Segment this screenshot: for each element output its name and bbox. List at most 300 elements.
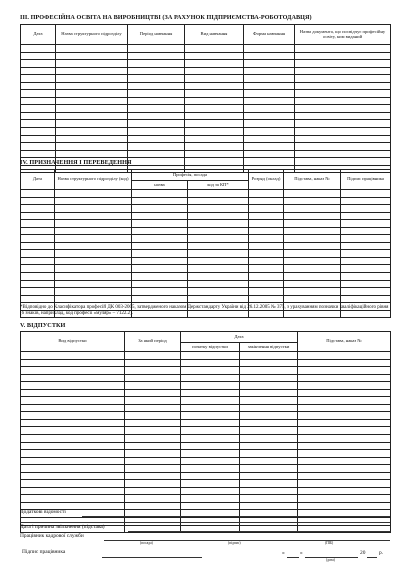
table-cell: [249, 190, 284, 198]
table-cell: [21, 128, 56, 136]
table-cell: [295, 158, 391, 166]
table-cell: [181, 427, 240, 435]
table-row: [21, 135, 391, 143]
table-cell: [181, 495, 240, 503]
table-cell: [185, 97, 244, 105]
header-date: Дата: [21, 25, 56, 45]
table-row: [21, 442, 391, 450]
table-cell: [244, 52, 295, 60]
table-row: [21, 52, 391, 60]
table-cell: [181, 442, 240, 450]
table-cell: [244, 158, 295, 166]
table-cell: [21, 265, 55, 273]
pib-caption: (ПІБ): [325, 541, 334, 545]
table-cell: [185, 150, 244, 158]
table-cell: [21, 404, 125, 412]
table-cell: [125, 465, 181, 473]
table-cell: [128, 90, 185, 98]
table-cell: [284, 212, 341, 220]
date-day-line: [287, 557, 299, 558]
table-cell: [341, 242, 391, 250]
table-cell: [181, 480, 240, 488]
table-cell: [341, 280, 391, 288]
table-cell: [185, 90, 244, 98]
table-cell: [188, 197, 249, 205]
table-cell: [188, 257, 249, 265]
table-cell: [188, 227, 249, 235]
position-caption: (посада): [140, 541, 153, 545]
table-cell: [298, 442, 391, 450]
table-row: [21, 105, 391, 113]
table-cell: [55, 190, 132, 198]
table-cell: [240, 397, 298, 405]
table-cell: [56, 90, 128, 98]
table-cell: [21, 450, 125, 458]
table-cell: [240, 487, 298, 495]
table-cell: [55, 220, 132, 228]
table-cell: [21, 480, 125, 488]
table-cell: [55, 227, 132, 235]
table-cell: [249, 295, 284, 303]
table-cell: [21, 67, 56, 75]
table-cell: [56, 120, 128, 128]
table-cell: [125, 359, 181, 367]
table-cell: [295, 52, 391, 60]
table-cell: [181, 435, 240, 443]
table-cell: [125, 382, 181, 390]
table-cell: [185, 158, 244, 166]
table-cell: [240, 472, 298, 480]
table-cell: [298, 450, 391, 458]
table-cell: [240, 412, 298, 420]
table-cell: [55, 273, 132, 281]
table-cell: [21, 465, 125, 473]
section-5-title: V. ВІДПУСТКИ: [20, 322, 66, 329]
table-cell: [181, 465, 240, 473]
table-cell: [284, 250, 341, 258]
table-cell: [125, 389, 181, 397]
table-cell: [240, 435, 298, 443]
table-cell: [244, 150, 295, 158]
table-cell: [128, 112, 185, 120]
table-cell: [284, 197, 341, 205]
table-cell: [284, 205, 341, 213]
table-cell: [240, 480, 298, 488]
table-cell: [341, 265, 391, 273]
table-cell: [128, 128, 185, 136]
table-cell: [240, 457, 298, 465]
table-cell: [295, 105, 391, 113]
table-cell: [55, 280, 132, 288]
table-cell: [21, 419, 125, 427]
table-cell: [128, 52, 185, 60]
table-cell: [125, 367, 181, 375]
dismissal-label: Дата і причина звільнення (підстава): [20, 524, 105, 530]
table-cell: [185, 45, 244, 53]
table-cell: [125, 472, 181, 480]
hr-worker-label: Працівник кадрової служби: [20, 533, 84, 539]
table-cell: [132, 295, 188, 303]
table-cell: [295, 120, 391, 128]
table-cell: [341, 235, 391, 243]
table-cell: [240, 367, 298, 375]
table-cell: [295, 75, 391, 83]
table-cell: [240, 465, 298, 473]
table-row: [21, 97, 391, 105]
table-cell: [240, 359, 298, 367]
table-cell: [125, 404, 181, 412]
date-year-line: [367, 557, 377, 558]
table-row: [21, 190, 391, 198]
table-cell: [295, 150, 391, 158]
header-training-form: Форма навчання: [244, 25, 295, 45]
table-cell: [284, 273, 341, 281]
table-cell: [341, 205, 391, 213]
table-cell: [188, 280, 249, 288]
header-vacation-type: Вид відпустки: [21, 332, 125, 352]
table-cell: [298, 359, 391, 367]
dismissal-line: [128, 531, 390, 532]
table-cell: [341, 288, 391, 296]
table-cell: [55, 257, 132, 265]
table-cell: [188, 242, 249, 250]
table-cell: [284, 257, 341, 265]
table-row: [21, 480, 391, 488]
table-cell: [284, 190, 341, 198]
table-cell: [295, 90, 391, 98]
table-cell: [181, 457, 240, 465]
table-row: [21, 75, 391, 83]
header-profession: Професія, посада: [132, 170, 249, 181]
table-cell: [56, 45, 128, 53]
table-cell: [128, 150, 185, 158]
table-cell: [21, 250, 55, 258]
table-cell: [128, 158, 185, 166]
table-cell: [284, 288, 341, 296]
table-cell: [185, 60, 244, 68]
table-cell: [56, 67, 128, 75]
table-cell: [284, 227, 341, 235]
table-cell: [125, 442, 181, 450]
table-cell: [298, 480, 391, 488]
table-cell: [56, 52, 128, 60]
table-cell: [55, 265, 132, 273]
table-cell: [21, 97, 56, 105]
appointments-table: [20, 169, 391, 318]
table-row: [21, 288, 391, 296]
table-cell: [284, 295, 341, 303]
table-cell: [56, 82, 128, 90]
table-cell: [249, 227, 284, 235]
table-row: [21, 495, 391, 503]
table-cell: [249, 273, 284, 281]
table-row: [21, 90, 391, 98]
table-row: [21, 143, 391, 151]
table-cell: [128, 82, 185, 90]
table-cell: [244, 90, 295, 98]
table-cell: [341, 197, 391, 205]
table-cell: [55, 250, 132, 258]
table-cell: [298, 457, 391, 465]
table-row: [21, 412, 391, 420]
table-row: [21, 367, 391, 375]
table-cell: [298, 427, 391, 435]
table-cell: [125, 502, 181, 510]
table-cell: [125, 397, 181, 405]
table-cell: [128, 75, 185, 83]
table-cell: [181, 472, 240, 480]
table-cell: [341, 212, 391, 220]
extra-info-line-2: [20, 522, 390, 523]
table-row: [21, 45, 391, 53]
table-cell: [244, 60, 295, 68]
table-cell: [125, 457, 181, 465]
table-cell: [55, 197, 132, 205]
header-rank: Розряд (оклад): [249, 170, 284, 190]
table-cell: [240, 404, 298, 412]
table-cell: [185, 67, 244, 75]
table-cell: [188, 212, 249, 220]
table-cell: [21, 205, 55, 213]
table-cell: [295, 112, 391, 120]
date-caption: (дата): [326, 558, 335, 562]
table-cell: [21, 212, 55, 220]
footnote: *Відповідно до Класифікатора професій ДК 003-2005, затвердженого наказом Держстандарту України від 26.12.2005 № 375, з урахуванням позначки кваліфікаційного рівня (6 знаків, наприклад, код професії «муляр» – 7122.2).: [20, 305, 389, 317]
table-cell: [21, 273, 55, 281]
table-cell: [240, 419, 298, 427]
table-cell: [244, 143, 295, 151]
extra-info-line: [82, 516, 390, 517]
table-cell: [341, 190, 391, 198]
header-unit: Назва структурного підрозділу: [56, 25, 128, 45]
table-cell: [21, 457, 125, 465]
table-cell: [240, 442, 298, 450]
table-cell: [56, 60, 128, 68]
table-row: [21, 280, 391, 288]
table-cell: [181, 389, 240, 397]
table-cell: [55, 288, 132, 296]
table-row: [21, 389, 391, 397]
extra-info-label: Додаткові відомості: [20, 509, 66, 515]
table-cell: [249, 212, 284, 220]
table-row: [21, 435, 391, 443]
table-cell: [21, 442, 125, 450]
table-row: [21, 465, 391, 473]
table-cell: [249, 265, 284, 273]
table-row: [21, 212, 391, 220]
table-cell: [185, 128, 244, 136]
section-4-title: IV. ПРИЗНАЧЕННЯ І ПЕРЕВЕДЕННЯ: [20, 159, 132, 166]
table-cell: [21, 120, 56, 128]
table-row: [21, 197, 391, 205]
table-cell: [132, 235, 188, 243]
header-document: Назва документа, що посвідчує професійну освіту, ким виданий: [295, 25, 391, 45]
table-cell: [128, 60, 185, 68]
table-row: [21, 352, 391, 360]
table-cell: [56, 105, 128, 113]
table-cell: [249, 288, 284, 296]
table-cell: [21, 280, 55, 288]
table-cell: [125, 352, 181, 360]
table-row: [21, 112, 391, 120]
table-cell: [185, 143, 244, 151]
table-cell: [244, 105, 295, 113]
table-cell: [298, 419, 391, 427]
table-cell: [132, 190, 188, 198]
table-cell: [21, 435, 125, 443]
table-cell: [188, 265, 249, 273]
footnote-rule: [20, 302, 74, 303]
table-cell: [132, 257, 188, 265]
table-cell: [298, 472, 391, 480]
table-row: [21, 472, 391, 480]
table-cell: [181, 502, 240, 510]
table-row: [21, 150, 391, 158]
table-cell: [244, 112, 295, 120]
table-cell: [188, 235, 249, 243]
table-cell: [188, 190, 249, 198]
table-row: [21, 67, 391, 75]
table-cell: [185, 135, 244, 143]
table-row: [21, 250, 391, 258]
table-cell: [132, 288, 188, 296]
table-cell: [21, 112, 56, 120]
table-cell: [21, 190, 55, 198]
table-cell: [249, 205, 284, 213]
table-row: [21, 427, 391, 435]
table-cell: [295, 143, 391, 151]
table-cell: [132, 197, 188, 205]
table-cell: [56, 112, 128, 120]
table-cell: [21, 412, 125, 420]
table-cell: [21, 105, 56, 113]
table-cell: [249, 250, 284, 258]
table-cell: [132, 273, 188, 281]
table-row: [21, 220, 391, 228]
table-cell: [21, 487, 125, 495]
table-cell: [240, 427, 298, 435]
table-cell: [185, 82, 244, 90]
table-cell: [132, 227, 188, 235]
table-cell: [21, 389, 125, 397]
employee-signature-line: [102, 557, 202, 558]
table-cell: [188, 288, 249, 296]
table-cell: [125, 419, 181, 427]
table-cell: [284, 235, 341, 243]
table-cell: [21, 52, 56, 60]
table-row: [21, 382, 391, 390]
table-cell: [249, 280, 284, 288]
table-cell: [128, 120, 185, 128]
header-start-date: початку відпустки: [181, 343, 240, 352]
table-cell: [298, 404, 391, 412]
table-row: [21, 397, 391, 405]
table-cell: [125, 480, 181, 488]
table-cell: [341, 220, 391, 228]
table-cell: [21, 60, 56, 68]
table-cell: [55, 235, 132, 243]
table-cell: [188, 205, 249, 213]
table-row: [21, 273, 391, 281]
table-cell: [21, 143, 56, 151]
table-cell: [244, 135, 295, 143]
table-cell: [244, 45, 295, 53]
table-cell: [188, 220, 249, 228]
date-quote-close: »: [300, 550, 303, 556]
header-dates: Дата: [181, 332, 298, 343]
table-cell: [341, 273, 391, 281]
table-cell: [21, 90, 56, 98]
table-cell: [298, 389, 391, 397]
table-row: [21, 404, 391, 412]
table-cell: [298, 435, 391, 443]
table-cell: [181, 352, 240, 360]
table-cell: [132, 265, 188, 273]
table-cell: [185, 105, 244, 113]
table-row: [21, 457, 391, 465]
table-cell: [21, 135, 56, 143]
education-table: [20, 24, 391, 173]
table-cell: [132, 280, 188, 288]
table-cell: [132, 242, 188, 250]
table-cell: [21, 242, 55, 250]
table-cell: [21, 382, 125, 390]
table-cell: [185, 75, 244, 83]
table-cell: [21, 359, 125, 367]
header-date: Дата: [21, 170, 55, 190]
table-cell: [181, 397, 240, 405]
table-row: [21, 374, 391, 382]
table-cell: [132, 212, 188, 220]
header-unit: Назва структурного підрозділу (код): [55, 170, 132, 190]
header-signature: Підпис працівника: [341, 170, 391, 190]
table-row: [21, 450, 391, 458]
table-row: [21, 257, 391, 265]
header-period: Період навчання: [128, 25, 185, 45]
table-cell: [185, 112, 244, 120]
table-cell: [21, 397, 125, 405]
table-cell: [188, 295, 249, 303]
table-cell: [249, 257, 284, 265]
table-cell: [21, 495, 125, 503]
table-cell: [125, 435, 181, 443]
date-quote-open: «: [282, 550, 285, 556]
table-cell: [298, 502, 391, 510]
table-row: [21, 419, 391, 427]
table-cell: [55, 205, 132, 213]
table-cell: [56, 97, 128, 105]
table-row: [21, 82, 391, 90]
table-cell: [298, 352, 391, 360]
table-cell: [284, 242, 341, 250]
table-cell: [185, 120, 244, 128]
table-cell: [21, 235, 55, 243]
table-cell: [244, 67, 295, 75]
header-basis: Підстава, наказ №: [298, 332, 391, 352]
table-cell: [21, 288, 55, 296]
table-cell: [244, 128, 295, 136]
header-training-type: Вид навчання: [185, 25, 244, 45]
table-cell: [295, 97, 391, 105]
table-cell: [128, 67, 185, 75]
table-cell: [295, 60, 391, 68]
table-row: [21, 295, 391, 303]
table-cell: [284, 280, 341, 288]
table-row: [21, 227, 391, 235]
table-row: [21, 60, 391, 68]
table-cell: [298, 465, 391, 473]
table-cell: [55, 212, 132, 220]
